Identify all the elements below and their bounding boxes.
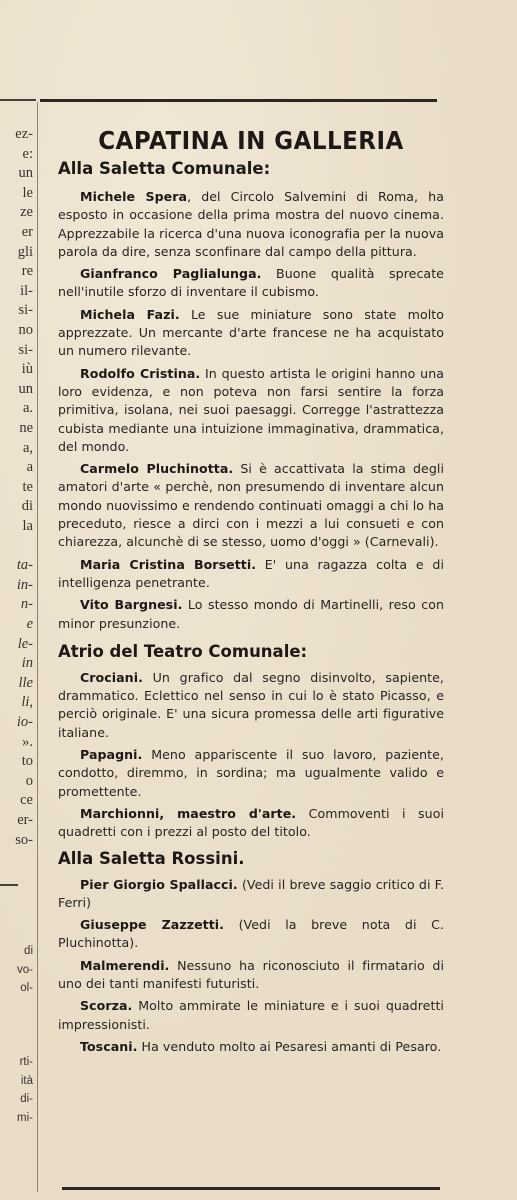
artist-name: Maria Cristina Borsetti. <box>80 556 257 572</box>
top-rule <box>40 99 437 102</box>
artist-name: Crociani. <box>80 669 143 685</box>
left-column-fragment: di <box>24 945 33 957</box>
artist-entry <box>58 916 444 953</box>
artist-review: Commoventi i suoi quadretti con i prezzi al posto del titolo. <box>58 805 445 840</box>
artist-entry <box>58 805 444 842</box>
left-column-fragment: un <box>18 165 33 182</box>
artist-review: Ha venduto molto ai Pesaresi amanti di Pesaro. <box>137 1038 442 1054</box>
left-column-fragment: gli <box>17 243 33 260</box>
left-column-fragment: ». <box>22 733 33 750</box>
left-column-fragment: so- <box>15 831 33 848</box>
left-column-fragment: le- <box>17 635 33 652</box>
left-column-fragment: re <box>21 263 33 280</box>
artist-name: Michela Fazi. <box>80 306 180 322</box>
artist-review: Lo stesso mondo di Martinelli, reso con minor presunzione. <box>58 597 444 631</box>
left-column-fragment: e: <box>22 145 33 162</box>
left-column-fragment: ce <box>20 792 33 809</box>
artist-name: Giuseppe Zazzetti. <box>80 917 225 933</box>
artist-name: Carmelo Pluchinotta. <box>80 461 234 477</box>
artist-review: , del Circolo Salvemini di Roma, ha esposto in occasione della prima mostra del nuovo cinema. Apprezzabile la ricerca d'una nuova iconografia per la nuova parola da dire, senza sconfinare dal campo della pittura. <box>58 189 444 259</box>
left-column-fragment: mi- <box>17 1111 33 1124</box>
left-column-fragment: la <box>22 518 33 534</box>
left-column-fragments <box>0 125 33 1175</box>
left-column-fragment: vo- <box>17 963 33 976</box>
artist-entry <box>58 365 444 456</box>
left-column-fragment: o <box>25 772 33 789</box>
artist-review: Molto ammirate le miniature e i suoi quadretti impressionisti. <box>58 998 444 1032</box>
artist-review: In questo artista le origini hanno una loro evidenza, e non poteva non farsi sentire la forza primitiva, isolana, nei suoi paesaggi. Corregge l'astrattezza cubista mediante una intuizione immaginativa, drammatica, del mondo. <box>58 365 444 454</box>
left-column-fragment: ità <box>20 1074 33 1087</box>
artist-entry <box>58 1038 444 1056</box>
artist-entry <box>58 596 444 633</box>
left-column-fragment: er <box>21 224 33 240</box>
artist-review: Nessuno ha riconosciuto il firmatario di uno dei tanti manifesti futuristi. <box>58 957 444 991</box>
artist-name: Vito Bargnesi. <box>80 597 183 613</box>
left-column-fragment: li, <box>21 694 33 711</box>
artist-review: Buone qualità sprecate nell'inutile sforzo di inventare il cubismo. <box>58 266 444 300</box>
left-column-fragment: di <box>21 498 33 515</box>
bottom-rule <box>62 1187 440 1190</box>
left-column-fragment: di- <box>20 1093 33 1105</box>
artist-entry <box>58 997 444 1034</box>
article <box>58 126 444 1060</box>
artist-entry <box>58 746 444 801</box>
artist-name: Marchionni, maestro d'arte. <box>80 805 297 821</box>
left-column-fragment: to <box>21 753 33 770</box>
artist-review: E' una ragazza colta e di intelligenza penetrante. <box>58 556 445 590</box>
left-column-fragment: a, <box>22 439 33 456</box>
artist-entry <box>58 876 444 913</box>
artist-review: Un grafico dal segno disinvolto, sapiente, drammatico. Eclettico nel senso in cui lo è stato Picasso, e perciò originale. E' una sicura promessa delle arti figurative italiane. <box>58 669 444 740</box>
left-column-fragment: il- <box>20 282 33 299</box>
artist-entry <box>58 306 444 361</box>
left-column-fragment: ne <box>19 420 33 436</box>
artist-entry <box>58 188 444 261</box>
left-column-fragment: n- <box>20 596 33 613</box>
artist-entry <box>58 265 444 302</box>
artist-review: Si è accattivata la stima degli amatori d'arte « perchè, non presumendo di inventare alcun mondo nuovissimo e rendendo continuati omaggi a chi lo ha preceduto, riesce a dirci con i mezzi a lui consueti e con chiarezza, alcunchè di se stesso, uomo d'oggi » (Carnevali). <box>58 461 444 550</box>
left-column-fragment: a <box>26 459 33 476</box>
artist-entry <box>58 957 444 994</box>
left-column-fragment: ta- <box>16 557 33 574</box>
artist-name: Pier Giorgio Spallacci. <box>80 876 238 892</box>
artist-review: (Vedi il breve saggio critico di F. Ferri) <box>58 876 445 910</box>
left-column-fragment: te <box>22 478 33 495</box>
artist-name: Malmerendi. <box>80 957 170 973</box>
artist-name: Scorza. <box>80 998 133 1014</box>
left-column-fragment: iù <box>21 361 33 378</box>
left-column-fragment: ez- <box>15 126 33 142</box>
artist-name: Papagni. <box>80 747 143 763</box>
left-column-fragment: lle <box>18 674 33 691</box>
left-column-fragment: a. <box>22 400 33 417</box>
left-column-fragment: le <box>22 184 33 201</box>
artist-entry <box>58 556 444 593</box>
artist-entry <box>58 460 444 551</box>
artist-entry <box>58 669 444 742</box>
artist-review: Meno appariscente il suo lavoro, paziente, condotto, diremmo, in sordina; ma ugualmente valido e promettente. <box>58 747 444 799</box>
left-column-fragment: ze <box>20 204 33 221</box>
left-column-fragment: io- <box>16 714 33 730</box>
artist-name: Toscani. <box>80 1038 138 1054</box>
left-column-fragment: in- <box>16 576 33 593</box>
section-heading-saletta-comunale: Alla Saletta Comunale: <box>58 159 271 178</box>
left-column-fragment: si- <box>18 341 33 358</box>
artist-name: Michele Spera <box>80 189 188 204</box>
artist-review: (Vedi la breve nota di C. Pluchinotta). <box>58 917 444 951</box>
column-divider <box>37 102 38 1192</box>
article-title: CAPATINA IN GALLERIA <box>98 126 404 155</box>
artist-name: Rodolfo Cristina. <box>80 365 201 381</box>
artist-name: Gianfranco Paglialunga. <box>80 266 262 282</box>
section-heading-teatro-comunale: Atrio del Teatro Comunale: <box>58 641 308 661</box>
top-rule-left <box>0 99 36 101</box>
left-column-fragment: e <box>26 616 33 632</box>
left-column-fragment: er- <box>17 812 33 828</box>
left-column-fragment: in <box>21 655 33 672</box>
left-column-fragment: rti- <box>19 1056 33 1068</box>
left-column-fragment: si- <box>18 302 33 319</box>
section-heading-saletta-rossini: Alla Saletta Rossini. <box>58 848 245 868</box>
left-column-fragment: no <box>18 322 33 338</box>
artist-review: Le sue miniature sono state molto apprezzate. Un mercante d'arte francese ne ha acquistato un numero rilevante. <box>58 306 445 359</box>
left-column-fragment: un <box>18 380 33 397</box>
left-column-fragment: ol- <box>20 982 33 994</box>
